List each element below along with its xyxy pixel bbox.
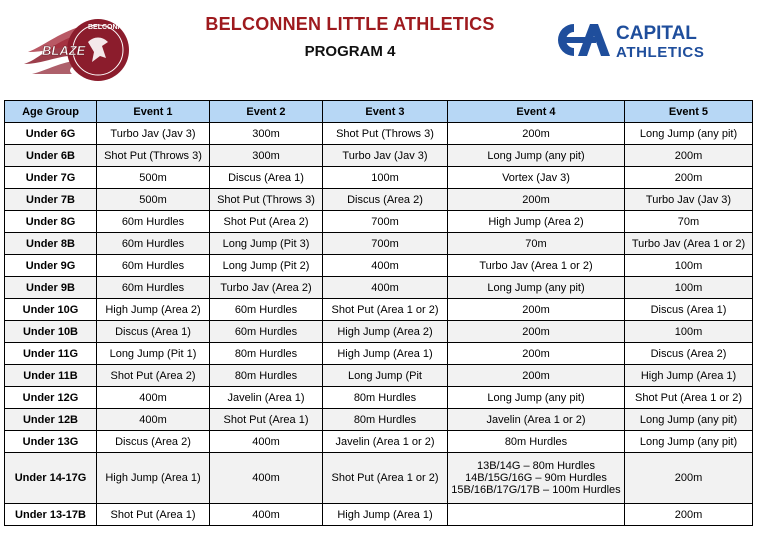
cell-event-4: 200m: [448, 189, 625, 211]
cell-event-2: Shot Put (Area 2): [210, 211, 323, 233]
cell-event-2: 60m Hurdles: [210, 299, 323, 321]
col-header-age-group: Age Group: [5, 101, 97, 123]
cell-event-2: 300m: [210, 123, 323, 145]
cell-event-4: High Jump (Area 2): [448, 211, 625, 233]
cell-event-2: 80m Hurdles: [210, 343, 323, 365]
cell-event-5: 100m: [625, 255, 753, 277]
cell-event-3: 80m Hurdles: [323, 409, 448, 431]
program-table-body: [5, 123, 753, 526]
cell-event-4: Long Jump (any pit): [448, 387, 625, 409]
cell-event-1: 60m Hurdles: [97, 277, 210, 299]
col-header-event-4: Event 4: [448, 101, 625, 123]
cell-event-4: 200m: [448, 365, 625, 387]
cell-event-3: 400m: [323, 255, 448, 277]
cell-age-group: Under 7G: [5, 167, 97, 189]
cell-event-3: High Jump (Area 1): [323, 504, 448, 526]
ca-monogram-icon: [558, 24, 610, 56]
cell-event-1: 400m: [97, 409, 210, 431]
cell-event-1: High Jump (Area 2): [97, 299, 210, 321]
cell-event-1: 60m Hurdles: [97, 211, 210, 233]
cell-age-group: Under 12G: [5, 387, 97, 409]
header-row: [5, 101, 753, 123]
cell-event-2: Discus (Area 1): [210, 167, 323, 189]
cell-event-2: 80m Hurdles: [210, 365, 323, 387]
col-header-event-3: Event 3: [323, 101, 448, 123]
table-row: [5, 211, 753, 233]
table-row: [5, 431, 753, 453]
cell-event-1: Turbo Jav (Jav 3): [97, 123, 210, 145]
cell-event-1: Long Jump (Pit 1): [97, 343, 210, 365]
cell-event-3: 700m: [323, 233, 448, 255]
cell-event-4: [448, 504, 625, 526]
cell-event-1: Shot Put (Area 1): [97, 504, 210, 526]
cell-event-2: 60m Hurdles: [210, 321, 323, 343]
logo-wordmark: BLAZE: [42, 43, 86, 58]
cell-event-5: 100m: [625, 321, 753, 343]
table-row: [5, 409, 753, 431]
cell-event-4: Long Jump (any pit): [448, 145, 625, 167]
cell-age-group: Under 8B: [5, 233, 97, 255]
cell-event-4: 200m: [448, 343, 625, 365]
cell-event-1: Shot Put (Throws 3): [97, 145, 210, 167]
cell-event-3: Shot Put (Throws 3): [323, 123, 448, 145]
col-header-event-1: Event 1: [97, 101, 210, 123]
cell-event-2: Shot Put (Throws 3): [210, 189, 323, 211]
cell-event-5: Discus (Area 2): [625, 343, 753, 365]
cell-event-1: 400m: [97, 387, 210, 409]
cell-event-2: Shot Put (Area 1): [210, 409, 323, 431]
cell-age-group: Under 11B: [5, 365, 97, 387]
program-table: [4, 100, 753, 526]
cell-age-group: Under 6G: [5, 123, 97, 145]
cell-event-2: Turbo Jav (Area 2): [210, 277, 323, 299]
cell-event-5: High Jump (Area 1): [625, 365, 753, 387]
cell-event-5: Discus (Area 1): [625, 299, 753, 321]
cell-event-2: Long Jump (Pit 2): [210, 255, 323, 277]
cell-event-3: 400m: [323, 277, 448, 299]
table-row: [5, 387, 753, 409]
cell-age-group: Under 14-17G: [5, 453, 97, 504]
cell-event-5: 70m: [625, 211, 753, 233]
cell-event-4: Vortex (Jav 3): [448, 167, 625, 189]
table-row: [5, 365, 753, 387]
table-row: [5, 145, 753, 167]
table-row: [5, 504, 753, 526]
cell-event-3: Discus (Area 2): [323, 189, 448, 211]
cell-event-3: Shot Put (Area 1 or 2): [323, 453, 448, 504]
cell-event-5: Shot Put (Area 1 or 2): [625, 387, 753, 409]
cell-event-4: Javelin (Area 1 or 2): [448, 409, 625, 431]
cell-event-1: 500m: [97, 167, 210, 189]
blaze-club-logo: [22, 12, 132, 84]
table-row: [5, 233, 753, 255]
cell-event-2: 400m: [210, 431, 323, 453]
capital-athletics-logo: [544, 18, 740, 62]
cell-age-group: Under 9B: [5, 277, 97, 299]
cell-event-1: Shot Put (Area 2): [97, 365, 210, 387]
cell-event-3: High Jump (Area 1): [323, 343, 448, 365]
cell-event-5: Long Jump (any pit): [625, 409, 753, 431]
cell-event-5: 200m: [625, 453, 753, 504]
cell-event-3: Shot Put (Area 1 or 2): [323, 299, 448, 321]
table-row: [5, 299, 753, 321]
cell-event-2: 400m: [210, 504, 323, 526]
table-row: [5, 123, 753, 145]
cell-age-group: Under 8G: [5, 211, 97, 233]
cell-age-group: Under 11G: [5, 343, 97, 365]
table-row: [5, 277, 753, 299]
cell-age-group: Under 9G: [5, 255, 97, 277]
cell-event-3: 80m Hurdles: [323, 387, 448, 409]
cell-event-1: 60m Hurdles: [97, 233, 210, 255]
cell-event-2: Javelin (Area 1): [210, 387, 323, 409]
cell-event-3: Javelin (Area 1 or 2): [323, 431, 448, 453]
cell-event-4: 13B/14G – 80m Hurdles 14B/15G/16G – 90m Hurdles 15B/16B/17G/17B – 100m Hurdles: [448, 453, 625, 504]
cell-event-5: 200m: [625, 145, 753, 167]
cell-event-3: High Jump (Area 2): [323, 321, 448, 343]
cell-event-5: 200m: [625, 504, 753, 526]
cell-age-group: Under 13-17B: [5, 504, 97, 526]
table-row: [5, 343, 753, 365]
cell-event-5: Turbo Jav (Area 1 or 2): [625, 233, 753, 255]
cell-event-5: Turbo Jav (Jav 3): [625, 189, 753, 211]
cell-age-group: Under 10G: [5, 299, 97, 321]
cell-event-5: 200m: [625, 167, 753, 189]
cell-age-group: Under 13G: [5, 431, 97, 453]
cell-event-1: Discus (Area 1): [97, 321, 210, 343]
logo-arc-text: BELCONNEN: [88, 24, 132, 31]
cell-event-4: 70m: [448, 233, 625, 255]
cell-event-5: 100m: [625, 277, 753, 299]
cell-event-4: 200m: [448, 321, 625, 343]
cell-age-group: Under 10B: [5, 321, 97, 343]
cell-event-4: 200m: [448, 123, 625, 145]
table-row: [5, 167, 753, 189]
page-header: [0, 0, 760, 96]
page-title: BELCONNEN LITTLE ATHLETICS: [205, 14, 495, 34]
cell-event-2: 300m: [210, 145, 323, 167]
cell-event-1: 60m Hurdles: [97, 255, 210, 277]
cell-event-5: Long Jump (any pit): [625, 123, 753, 145]
cell-event-1: High Jump (Area 1): [97, 453, 210, 504]
cell-event-1: Discus (Area 2): [97, 431, 210, 453]
cell-event-4: 80m Hurdles: [448, 431, 625, 453]
logo-line-1: CAPITAL: [616, 23, 697, 44]
cell-event-3: 700m: [323, 211, 448, 233]
cell-event-3: Long Jump (Pit: [323, 365, 448, 387]
cell-event-4: Long Jump (any pit): [448, 277, 625, 299]
table-row: [5, 453, 753, 504]
cell-age-group: Under 6B: [5, 145, 97, 167]
cell-event-3: 100m: [323, 167, 448, 189]
cell-event-4: Turbo Jav (Area 1 or 2): [448, 255, 625, 277]
cell-age-group: Under 7B: [5, 189, 97, 211]
cell-event-2: 400m: [210, 453, 323, 504]
table-row: [5, 255, 753, 277]
logo-line-2: ATHLETICS: [616, 44, 705, 61]
cell-event-3: Turbo Jav (Jav 3): [323, 145, 448, 167]
page-subtitle: PROGRAM 4: [304, 43, 396, 60]
cell-event-2: Long Jump (Pit 3): [210, 233, 323, 255]
cell-event-1: 500m: [97, 189, 210, 211]
col-header-event-5: Event 5: [625, 101, 753, 123]
cell-event-5: Long Jump (any pit): [625, 431, 753, 453]
col-header-event-2: Event 2: [210, 101, 323, 123]
cell-age-group: Under 12B: [5, 409, 97, 431]
table-row: [5, 189, 753, 211]
program-table-head: [5, 101, 753, 123]
table-row: [5, 321, 753, 343]
cell-event-4: 200m: [448, 299, 625, 321]
